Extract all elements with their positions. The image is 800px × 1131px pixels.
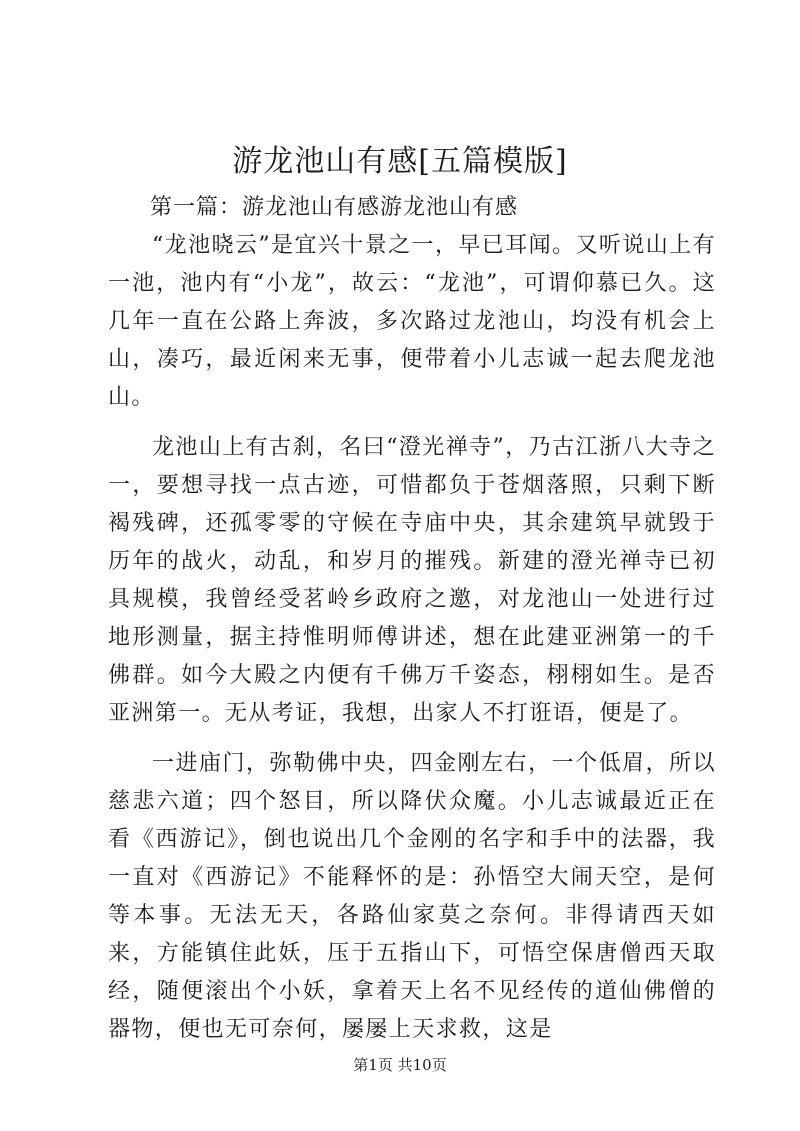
document-title: 游龙池山有感[五篇模版] [232,144,568,179]
paragraph: “龙池晓云”是宜兴十景之一，早已耳闻。又听说山上有一池，池内有“小龙”，故云：“龙池”，可谓仰慕已久。这几年一直在公路上奔波，多次路过龙池山，均没有机会上山，凑巧，最近闲来无事，便带着小儿志诚一起去爬龙池山。 [108,233,716,410]
paragraph: 一进庙门，弥勒佛中央，四金刚左右，一个低眉，所以慈悲六道；四个怒目，所以降伏众魔。小儿志诚最近正在看《西游记》，倒也说出几个金刚的名字和手中的法器，我一直对《西游记》不能释怀的是：孙悟空大闹天空，是何等本事。无法无天，各路仙家莫之奈何。非得请西天如来，方能镇住此妖，压于五指山下，可悟空保唐僧西天取经，随便滚出个小妖，拿着天上名不见经传的道仙佛僧的器物，便也无可奈何，屡屡上天求救，这是 [108,751,716,1042]
document-body [108,227,716,1061]
page-number-footer: 第1页 共10页 [353,1056,447,1074]
section-heading: 第一篇：游龙池山有感游龙池山有感 [150,195,519,220]
paragraph: 龙池山上有古刹，名曰“澄光禅寺”，乃古江浙八大寺之一，要想寻找一点古迹，可惜都负于苍烟落照，只剩下断褐残碑，还孤零零的守候在寺庙中央，其余建筑早就毁于历年的战火，动乱，和岁月的摧残。新建的澄光禅寺已初具规模，我曾经受茗岭乡政府之邀，对龙池山一处进行过地形测量，据主持惟明师傅讲述，想在此建亚洲第一的千佛群。如今大殿之内便有千佛万千姿态，栩栩如生。是否亚洲第一。无从考证，我想，出家人不打诳语，便是了。 [108,435,716,726]
